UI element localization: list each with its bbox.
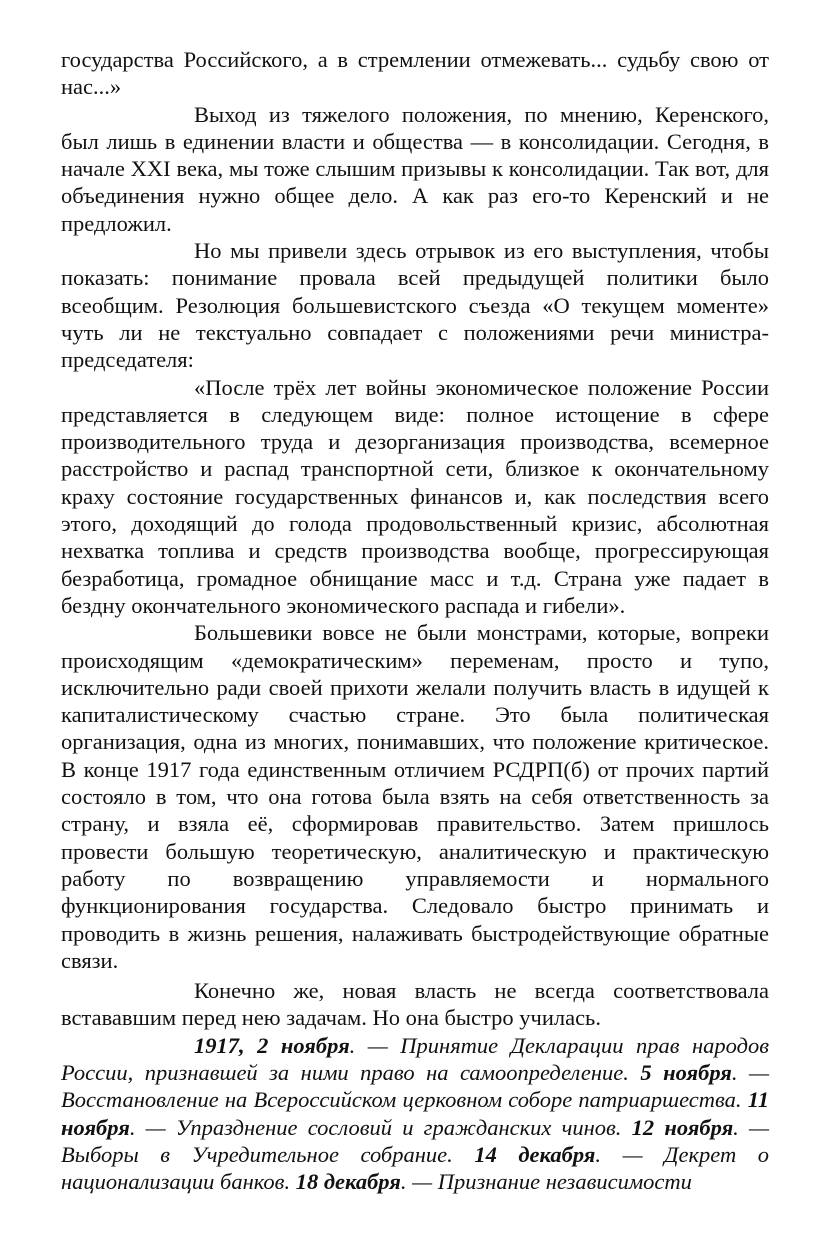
chronology-date-4: 12 ноября	[631, 1114, 734, 1140]
chronology-paragraph	[61, 1032, 769, 1196]
chronology-date-2: 5 ноября	[640, 1059, 732, 1085]
paragraph-2: Выход из тяжелого положения, по мнению, Керенского, был лишь в единении власти и общества — в консолидации. Сегодня, в начале XXI века, мы тоже слышим призывы к консолидации. Так вот, для объединения нужно общее дело. А как раз его-то Керенский и не предложил.	[61, 101, 769, 236]
paragraph-5: Большевики вовсе не были монстрами, которые, вопреки происходящим «демократическим» переменам, просто и тупо, исключительно ради своей прихоти желали получить власть в идущей к капиталистическому счастью стране. Это была политическая организация, одна из многих, понимавших, что положение критическое. В конце 1917 года единственным отличием РСДРП(б) от прочих партий состояло в том, что она готова была взять на себя ответственность за страну, и взяла её, сформировав правительство. Затем пришлось провести большую теоретическую, аналитическую и практическую работу по возвращению управляемости и нормального функционирования государства. Следовало быстро принимать и проводить в жизнь решения, налаживать быстродействующие обратные связи.	[61, 620, 769, 973]
chronology-text-6: . — Признание независимости	[400, 1169, 692, 1195]
chronology-text-4: . — Выборы в Учредительное собрание.	[61, 1114, 770, 1167]
paragraph-1: государства Российского, а в стремлении отмежевать... судьбу свою от нас...»	[61, 47, 769, 100]
chronology-date-5: 14 декабря	[474, 1141, 596, 1167]
chronology-text-1: . — Принятие Декларации прав народов России, признавшей за ними право на самоопределение.	[61, 1032, 769, 1085]
chronology-text-3: . — Упразднение сословий и гражданских чинов.	[129, 1114, 632, 1140]
chronology-text-5: . — Декрет о национализации банков.	[61, 1141, 770, 1195]
chronology-text-2: . — Восстановление на Всероссийском церковном соборе патриаршества.	[61, 1059, 769, 1113]
quote-paragraph: «После трёх лет войны экономическое положение России представляется в следующем виде: полное истощение в сфере производительного труда и дезорганизация производства, всемерное расстройство и распад транспортной сети, близкое к окончательному краху состояние государственных финансов и, как последствия всего этого, доходящий до голода продовольственный кризис, абсолютная нехватка топлива и средств производства вообще, прогрессирующая безработица, громадное обнищание масс и т.д. Страна уже падает в бездну окончательного экономического распада и гибели».	[61, 374, 769, 618]
chronology-date-1: 1917, 2 ноября	[194, 1032, 350, 1058]
paragraph-6: Конечно же, новая власть не всегда соответствовала встававшим перед нею задачам. Но она быстро училась.	[61, 978, 769, 1031]
chronology-date-6: 18 декабря	[295, 1169, 401, 1195]
paragraph-3: Но мы привели здесь отрывок из его выступления, чтобы показать: понимание провала всей предыдущей политики было всеобщим. Резолюция большевистского съезда «О текущем моменте» чуть ли не текстуально совпадает с положениями речи министра-председателя:	[61, 238, 769, 373]
chronology-date-3: 11 ноября	[61, 1087, 769, 1140]
document-page	[61, 46, 769, 1195]
